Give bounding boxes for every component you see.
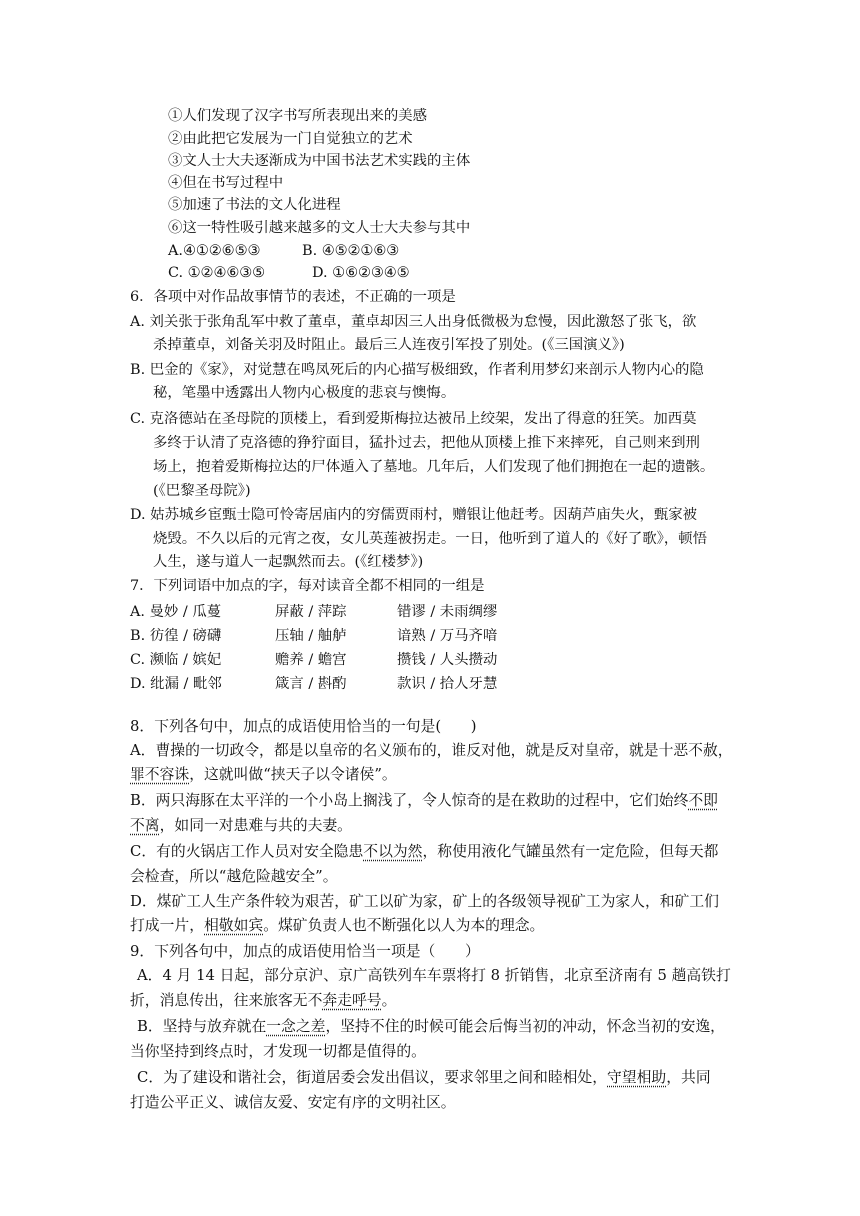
q8-c-idiom: 不以为然 [363, 843, 423, 860]
q7-c-col1: C. 濒临 / 嫔妃 [130, 652, 222, 668]
q7-c-col3: 攒钱 / 人头攒动 [397, 652, 498, 668]
q8-d-idiom: 相敬如宾 [204, 917, 264, 934]
q6-option-c-line4: (《巴黎圣母院》) [153, 483, 251, 499]
q7-stem: 7．下列词语中加点的字，每对读音全都不相同的一组是 [130, 578, 485, 594]
q5-option-d: D. ①⑥②③④⑤ [312, 265, 410, 281]
q9-a-rest: 。 [381, 992, 397, 1009]
q6-option-b-line1: B. 巴金的《家》，对觉慧在鸣凤死后的内心描写极细致，作者利用梦幻来剖示人物内心的隐 [130, 362, 704, 378]
q8-option-b-line1 [130, 789, 718, 813]
q5-option-b: B. ④⑤②①⑥③ [302, 243, 400, 259]
q5-item-4: ④但在书写过程中 [168, 175, 284, 191]
q8-d-text: 打成一片， [130, 917, 204, 934]
q5-option-a: A.④①②⑥⑤③ [168, 243, 261, 259]
q9-c-rest: ，共同 [666, 1069, 711, 1086]
q8-stem: 8．下列各句中，加点的成语使用恰当的一句是( ) [130, 718, 477, 735]
q8-option-c-line2: 会检查，所以“越危险越安全”。 [130, 868, 338, 885]
q6-option-c-line2: 多终于认清了克洛德的狰狞面目，猛扑过去，把他从顶楼上推下来摔死，自己则来到刑 [153, 435, 700, 451]
q9-option-b-line1 [137, 1015, 725, 1039]
q7-b-col3: 谙熟 / 万马齐喑 [397, 628, 498, 644]
q8-b-idiom-part1: 不即 [688, 792, 718, 809]
q8-c-rest: ，称使用液化气罐虽然有一定危险，但每天都 [422, 843, 719, 860]
q8-option-b-line2 [130, 814, 352, 838]
q9-b-text: B．坚持与放弃就在 [137, 1018, 267, 1035]
q5-option-c: C. ①②④⑥③⑤ [168, 265, 266, 281]
q6-option-d-line1: D. 姑苏城乡宦甄士隐可怜寄居庙内的穷儒贾雨村，赠银让他赶考。因葫芦庙失火，甄家被 [130, 507, 698, 523]
q5-item-2: ②由此把它发展为一门自觉独立的艺术 [168, 131, 413, 147]
q6-option-c-line1: C. 克洛德站在圣母院的顶楼上，看到爱斯梅拉达被吊上绞架，发出了得意的狂笑。加西莫 [130, 411, 697, 427]
q5-item-1: ①人们发现了汉字书写所表现出来的美感 [168, 108, 428, 124]
q8-option-c-line1 [130, 840, 718, 864]
q7-a-col1: A. 曼妙 / 瓜蔓 [130, 604, 222, 620]
q8-b-text: B．两只海豚在太平洋的一个小岛上搁浅了，令人惊奇的是在救助的过程中，它们始终 [130, 792, 689, 809]
q6-option-b-line2: 秘，笔墨中透露出人物内心极度的悲哀与懊悔。 [153, 385, 456, 401]
q9-c-text: C．为了建设和谐社会，街道居委会发出倡议，要求邻里之间和睦相处， [137, 1069, 608, 1086]
q6-option-a-line2: 杀掉董卓，刘备关羽及时阻止。最后三人连夜引军投了别处。(《三国演义》) [153, 337, 625, 353]
q6-option-d-line2: 烧毁。不久以后的元宵之夜，女儿英莲被拐走。一日，他听到了道人的《好了歌》，顿悟 [153, 531, 708, 547]
q9-a-idiom: 奔走呼号 [322, 992, 382, 1009]
q7-d-col1: D. 纰漏 / 毗邻 [130, 676, 222, 692]
q7-d-col2: 箴言 / 斟酌 [275, 676, 347, 692]
q6-option-a-line1: A. 刘关张于张角乱军中救了董卓，董卓却因三人出身低微极为怠慢，因此激怒了张飞，欲 [130, 314, 697, 330]
q8-b-idiom-part2: 不离 [130, 817, 160, 834]
q7-a-col3: 错谬 / 未雨绸缪 [397, 604, 498, 620]
q7-d-col3: 款识 / 拾人牙慧 [397, 676, 498, 692]
q9-b-rest: ，坚持不住的时候可能会后悔当初的冲动，怀念当初的安逸， [325, 1018, 725, 1035]
q8-option-d-line1: D．煤矿工人生产条件较为艰苦，矿工以矿为家，矿上的各级领导视矿工为家人，和矿工们 [130, 893, 719, 910]
q9-c-idiom: 守望相助 [607, 1069, 667, 1086]
q7-b-col1: B. 彷徨 / 磅礴 [130, 628, 222, 644]
q7-b-col2: 压轴 / 舳舻 [275, 628, 347, 644]
q6-option-c-line3: 场上，抱着爱斯梅拉达的尸体遁入了墓地。几年后，人们发现了他们拥抱在一起的遗骸。 [153, 459, 715, 475]
q7-c-col2: 赡养 / 蟾宫 [275, 652, 347, 668]
q8-option-a-line2 [130, 763, 397, 787]
q5-item-6: ⑥这一特性吸引越来越多的文人士大夫参与其中 [168, 220, 471, 236]
q8-c-text: C．有的火锅店工作人员对安全隐患 [130, 843, 364, 860]
q8-option-d-line2 [130, 914, 544, 938]
q8-option-a-line1: A．曹操的一切政令，都是以皇帝的名义颁布的，谁反对他，就是反对皇帝，就是十恶不赦， [130, 742, 733, 759]
q9-option-c-line2: 打造公平正义、诚信友爱、安定有序的文明社区。 [130, 1094, 456, 1111]
q9-b-idiom: 一念之差 [266, 1018, 326, 1035]
q8-a-idiom: 罪不容诛 [130, 766, 190, 783]
q6-option-d-line3: 人生，遂与道人一起飘然而去。(《红楼梦》) [153, 554, 424, 570]
q9-stem: 9．下列各句中，加点的成语使用恰当一项是（ ） [130, 943, 480, 960]
q9-option-a-line1: A．4 月 14 日起，部分京沪、京广高铁列车车票将打 8 折销售，北京至济南有 5 趟高铁打 [137, 967, 731, 984]
q5-item-5: ⑤加速了书法的文人化进程 [168, 197, 341, 213]
q9-option-c-line1 [137, 1066, 711, 1090]
q7-a-col2: 屏蔽 / 萍踪 [275, 604, 347, 620]
q8-a-rest: ，这就叫做“挟天子以令诸侯”。 [189, 766, 397, 783]
q6-stem: 6．各项中对作品故事情节的表述，不正确的一项是 [130, 289, 456, 305]
q9-option-a-line2 [130, 989, 396, 1013]
q8-d-rest: 。煤矿负责人也不断强化以人为本的理念。 [263, 917, 545, 934]
q9-a-text: 折，消息传出，往来旅客无不 [130, 992, 323, 1009]
q5-item-3: ③文人士大夫逐渐成为中国书法艺术实践的主体 [168, 153, 471, 169]
q8-b-rest: ，如同一对患难与共的夫妻。 [159, 817, 352, 834]
q9-option-b-line2: 当你坚持到终点时，才发现一切都是值得的。 [130, 1043, 426, 1060]
